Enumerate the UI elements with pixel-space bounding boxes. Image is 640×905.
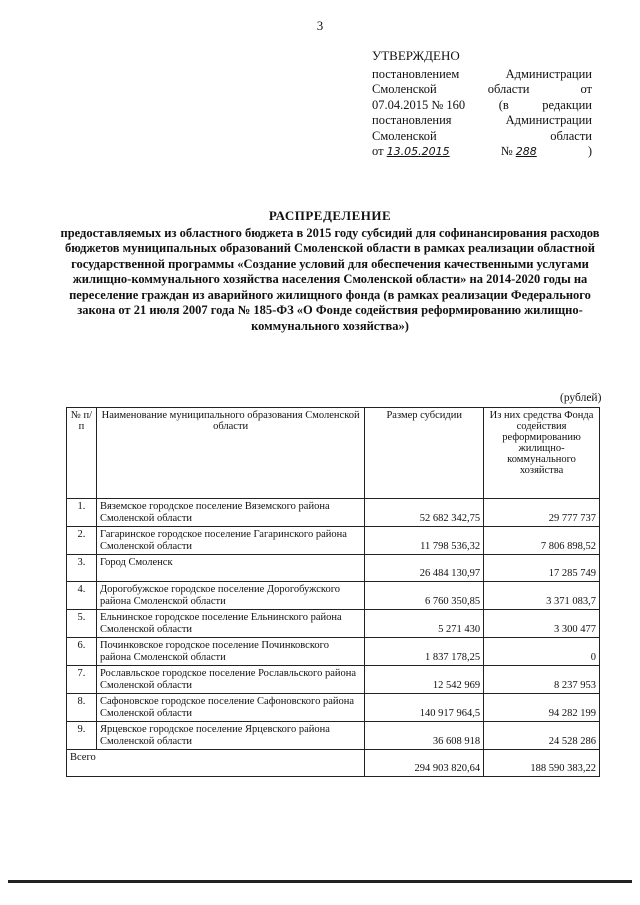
row-name: Починковское городское поселение Починковского района Смоленской области (96, 638, 364, 666)
row-subsidy: 52 682 342,75 (365, 499, 484, 527)
row-fund: 24 528 286 (484, 722, 600, 750)
row-name: Рославльское городское поселение Рославльского района Смоленской области (96, 666, 364, 694)
total-label: Всего (67, 750, 365, 777)
row-num: 5. (67, 610, 97, 638)
row-num: 6. (67, 638, 97, 666)
approval-text: 07.04.2015 № 160 (372, 97, 466, 112)
total-row (67, 750, 600, 777)
table-row (67, 722, 600, 750)
row-name: Ельнинское городское поселение Ельнинского района Смоленской области (96, 610, 364, 638)
row-num: 2. (67, 527, 97, 555)
total-subsidy: 294 903 820,64 (365, 750, 484, 777)
header-name: Наименование муниципального образования Смоленской области (96, 408, 364, 499)
document-title (60, 208, 600, 334)
row-num: 7. (67, 666, 97, 694)
footer-rule (8, 880, 632, 883)
row-fund: 3 300 477 (484, 610, 600, 638)
approval-heading: УТВЕРЖДЕНО (372, 48, 460, 63)
table-row (67, 499, 600, 527)
row-subsidy: 36 608 918 (365, 722, 484, 750)
title-heading: РАСПРЕДЕЛЕНИЕ (268, 208, 392, 223)
approval-text: (в (498, 97, 509, 112)
approval-date-line (372, 144, 592, 160)
header-subsidy: Размер субсидии (365, 408, 484, 499)
table-row (67, 666, 600, 694)
units-label: (рублей) (560, 392, 602, 404)
row-num: 1. (67, 499, 97, 527)
approval-text: Смоленской (372, 82, 437, 96)
row-num: 9. (67, 722, 97, 750)
approval-block (372, 48, 592, 160)
row-num: 8. (67, 694, 97, 722)
row-subsidy: 6 760 350,85 (365, 582, 484, 610)
row-fund: 8 237 953 (484, 666, 600, 694)
table-row (67, 555, 600, 582)
row-fund: 3 371 083,7 (484, 582, 600, 610)
approval-text: Администрации (505, 113, 592, 127)
row-fund: 0 (484, 638, 600, 666)
subsidy-table (66, 407, 600, 777)
handwritten-number: 288 (515, 145, 537, 158)
header-fund: Из них средства Фонда содействия реформированию жилищно-коммунального хозяйства (484, 408, 600, 499)
table-row (67, 694, 600, 722)
close-paren: ) (587, 144, 592, 158)
approval-text: постановления (372, 113, 452, 127)
header-num: № п/п (67, 408, 97, 499)
approval-text: Смоленской (372, 128, 437, 143)
table-row (67, 638, 600, 666)
row-subsidy: 26 484 130,97 (365, 555, 484, 582)
page-number: 3 (316, 18, 324, 33)
approval-text: Администрации (505, 66, 592, 81)
row-name: Гагаринское городское поселение Гагаринского района Смоленской области (96, 527, 364, 555)
approval-text: области (487, 82, 530, 96)
number-prefix: № (500, 144, 513, 158)
approval-line-2 (372, 82, 592, 98)
row-fund: 17 285 749 (484, 555, 600, 582)
row-name: Город Смоленск (96, 555, 364, 582)
row-name: Ярцевское городское поселение Ярцевского района Смоленской области (96, 722, 364, 750)
row-subsidy: 12 542 969 (365, 666, 484, 694)
table-row (67, 527, 600, 555)
row-num: 4. (67, 582, 97, 610)
title-body: предоставляемых из областного бюджета в 2015 году субсидий для софинансирования расходов бюджетов муниципальных образований Смоленской области в рамках реализации областной государственной программы «Создание условий для обеспечения качественными услугами жилищно-коммунального хозяйства населения Смоленской области» на 2014-2020 годы на переселение граждан из аварийного жилищного фонда (в рамках реализации Федерального закона от 21 июля 2007 года № 185-ФЗ «О Фонде содействия реформированию жилищно-коммунального хозяйства») (60, 225, 600, 333)
table-row (67, 582, 600, 610)
approval-line-5 (372, 129, 592, 145)
handwritten-date: 13.05.2015 (386, 145, 450, 158)
row-subsidy: 1 837 178,25 (365, 638, 484, 666)
row-fund: 29 777 737 (484, 499, 600, 527)
total-fund: 188 590 383,22 (484, 750, 600, 777)
approval-line-4 (372, 113, 592, 129)
table-row (67, 610, 600, 638)
approval-text: редакции (542, 97, 592, 112)
row-subsidy: 5 271 430 (365, 610, 484, 638)
approval-line-3 (372, 98, 592, 114)
row-fund: 94 282 199 (484, 694, 600, 722)
approval-text: от (580, 82, 592, 96)
row-subsidy: 11 798 536,32 (365, 527, 484, 555)
approval-text: постановлением (372, 66, 460, 81)
table-header-row (67, 408, 600, 499)
row-num: 3. (67, 555, 97, 582)
date-prefix: от (372, 144, 384, 158)
approval-line-1 (372, 67, 592, 83)
row-name: Вяземское городское поселение Вяземского района Смоленской области (96, 499, 364, 527)
row-name: Дорогобужское городское поселение Дорогобужского района Смоленской области (96, 582, 364, 610)
row-subsidy: 140 917 964,5 (365, 694, 484, 722)
row-name: Сафоновское городское поселение Сафоновского района Смоленской области (96, 694, 364, 722)
approval-text: области (550, 128, 592, 143)
row-fund: 7 806 898,52 (484, 527, 600, 555)
